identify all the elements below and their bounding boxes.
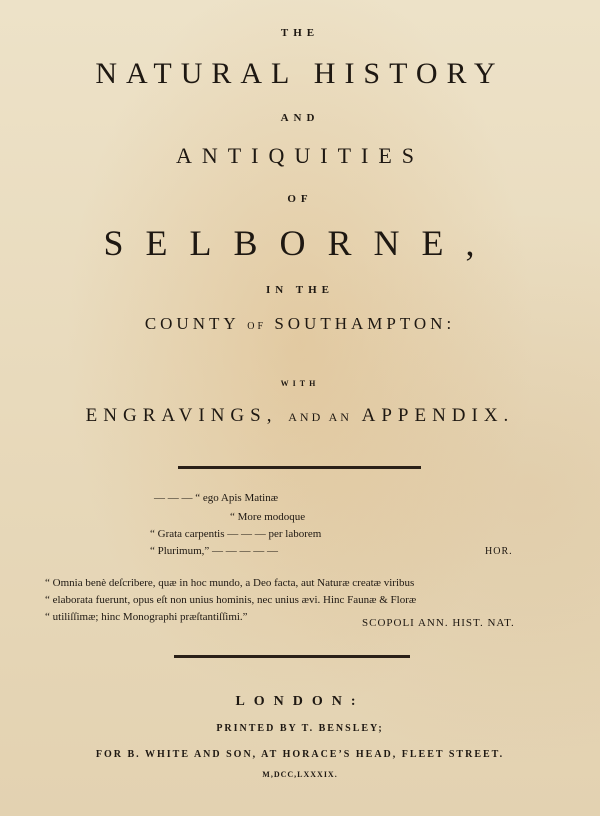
scopoli-quote-line-1: “ Omnia benè deſcribere, quæ in hoc mundo, a Deo facta, aut Naturæ creatæ viribus — [45, 577, 415, 589]
scopoli-quote-line-2: “ elaborata fuerunt, opus eſt non unius hominis, nec unius ævi. Hinc Faunæ & Floræ — [45, 594, 417, 606]
title-and: AND — [280, 112, 320, 124]
title-engravings-line — [0, 405, 600, 427]
imprint-city: LONDON: — [235, 694, 365, 709]
horace-quote-line-3: “ Grata carpentis — — — per laborem — [150, 528, 322, 540]
title-selborne: SELBORNE, — [103, 223, 497, 263]
horace-quote-line-1: — — — “ ego Apis Matinæ — [154, 492, 279, 504]
title-antiquities: ANTIQUITIES — [175, 143, 425, 168]
imprint-publisher: FOR B. WHITE AND SON, AT HORACE’S HEAD, FLEET STREET. — [95, 749, 505, 760]
county-word: COUNTY — [144, 314, 240, 333]
scopoli-attribution: SCOPOLI ANN. HIST. NAT. — [362, 617, 515, 629]
horace-quote-line-4: “ Plurimum,” — — — — — — [150, 545, 279, 557]
county-of: OF — [247, 321, 267, 332]
engravings-word: ENGRAVINGS, — [85, 405, 278, 426]
horace-quote-line-2: “ More modoque — [230, 511, 306, 523]
title-county-line — [0, 314, 600, 334]
title-of: OF — [287, 193, 313, 205]
scopoli-quote-line-3: “ utiliſſimæ; hinc Monographi præſtantiſſimi.” — [45, 611, 248, 623]
divider-rule-bottom — [174, 655, 410, 658]
imprint-date: M,DCC,LXXXIX. — [262, 770, 338, 779]
title-natural-history: NATURAL HISTORY — [95, 57, 505, 90]
engravings-and-an: AND AN — [288, 410, 352, 424]
imprint-printer: PRINTED BY T. BENSLEY; — [216, 723, 384, 734]
title-in-the: IN THE — [265, 284, 334, 296]
divider-rule-top — [178, 466, 421, 469]
appendix-word: APPENDIX. — [361, 405, 515, 426]
title-with: WITH — [280, 379, 320, 388]
title-the: THE — [280, 27, 320, 39]
southampton-word: SOUTHAMPTON: — [274, 314, 456, 333]
horace-attribution: HOR. — [485, 546, 513, 557]
